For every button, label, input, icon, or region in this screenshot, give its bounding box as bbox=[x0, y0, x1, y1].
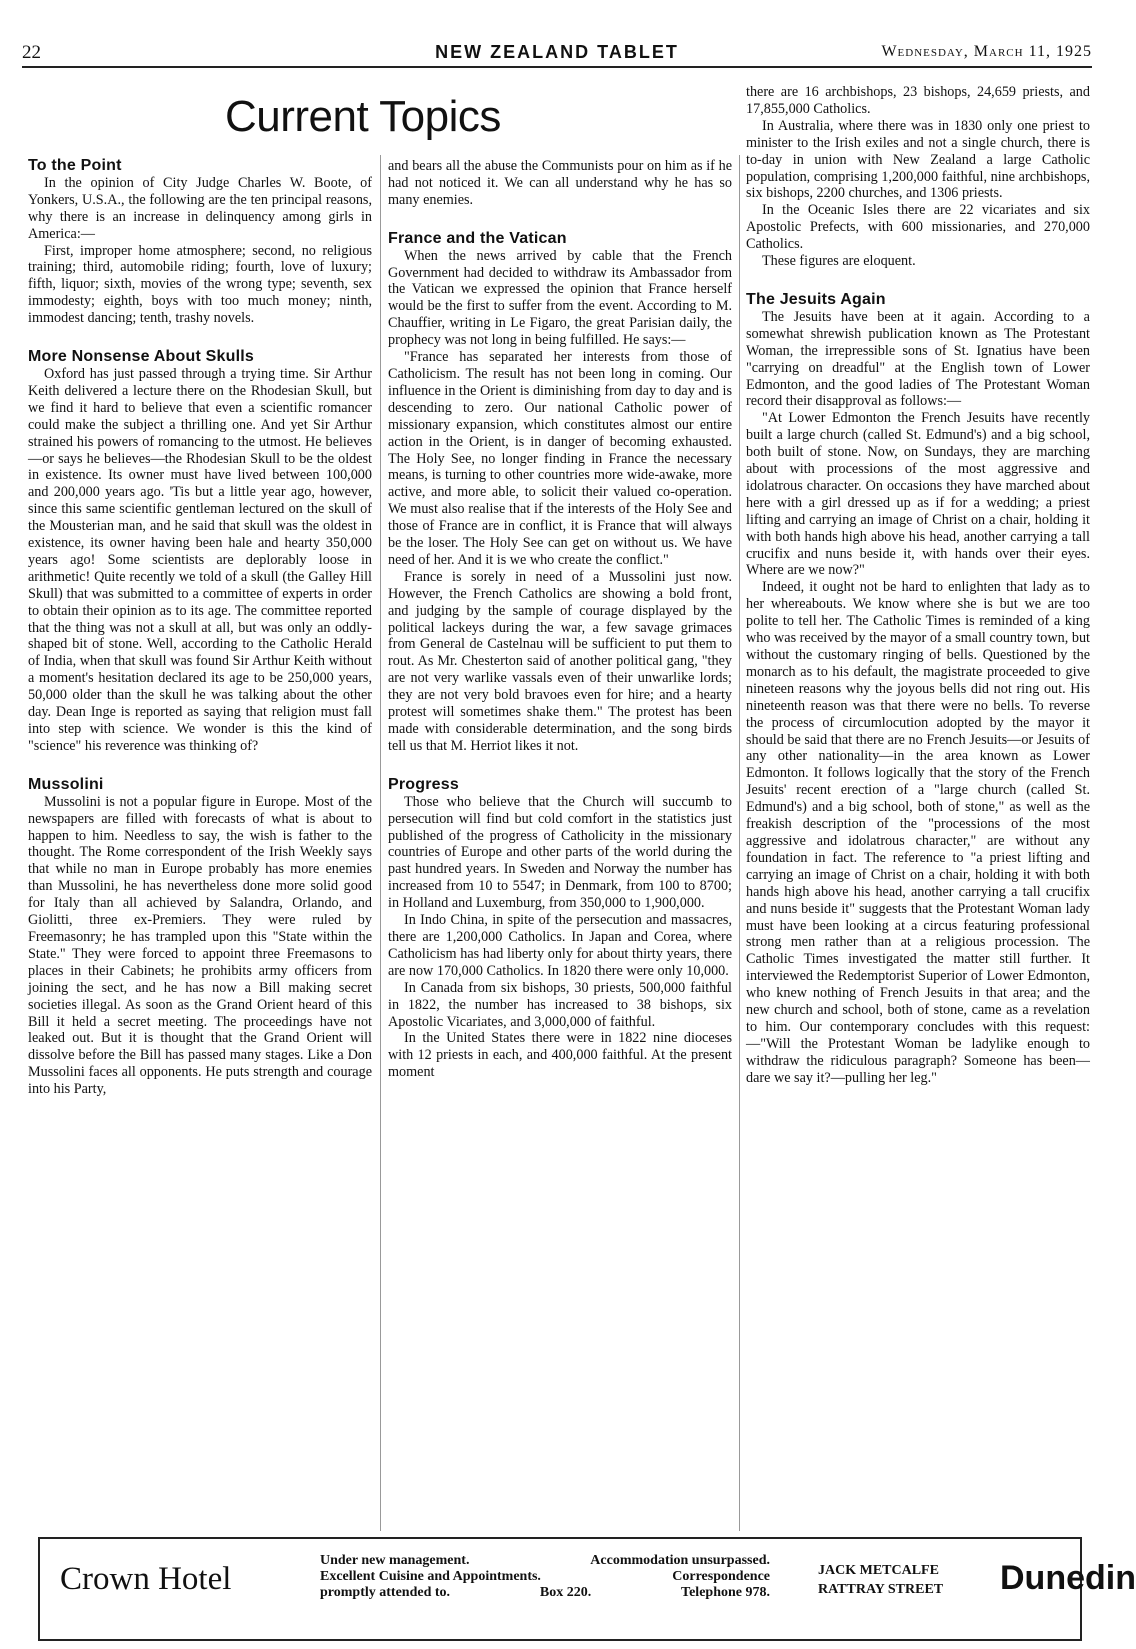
newspaper-title: NEW ZEALAND TABLET bbox=[435, 42, 679, 62]
section-heading: The Jesuits Again bbox=[746, 290, 886, 308]
paragraph: Indeed, it ought not be hard to enlighten that lady as to her whereabouts. We know where she is but we are too polite to tell her. The Catholic Times is reminded of a king who was received by the mayor of a small country town, but without the customary ringing of bells. Questioned by the monarch as to his default, the magistrate proceeded to give nineteen reasons why the joyous bells did not ring out. His nineteenth reason was that there were no bells. To reverse the process of circumlocution adopted by the mayor it should be said that there are no French Jesuits—or Jesuits of any other nationality—in the area known as Lower Edmonton. It follows logically that the story of the French Jesuits' recent erection of a "large church (called St. Edmund's) and a big school, both of stone," as well as the freakish description of the "processions of the most aggressive and idolatrous character," are without any foundation in fact. The reference to "a priest lifting and carrying an image of Christ on a chair, holding it with both hands high above his head, another carrying a tall crucifix and nuns beside it" suggests that the Protestant Woman lady must have been looking at a circus featuring professional strong men rather than at a religious procession. The Catholic Times investigated the matter still further. It interviewed the Redemptorist Superior of Lower Edmonton, who knew nothing of French Jesuits in that area; and the new church and school, both of stone, came as a revelation to him. Our contemporary concludes with this request:—"Will the Protestant Woman be ladylike enough to withdraw the ridiculous paragraph? Someone has been—dare we say it?—pulling her leg." bbox=[746, 579, 1090, 1086]
section-masthead: Current Topics bbox=[225, 92, 501, 141]
column-2 bbox=[388, 158, 732, 1081]
paragraph: In the opinion of City Judge Charles W. Boote, of Yonkers, U.S.A., the following are the ten principal reasons, why there is an increase in delinquency among girls in America:— bbox=[28, 174, 372, 242]
paragraph: The Jesuits have been at it again. According to a somewhat shrewish publication known as The Protestant Woman, the irrepressible sons of St. Ignatius have been "carrying on dreadful" at the English town of Lower Edmonton, and the good ladies of The Protestant Woman record their disapproval as follows:— bbox=[746, 308, 1090, 410]
paragraph: and bears all the abuse the Communists pour on him as if he had not noticed it. We can all understand why he has so many enemies. bbox=[388, 158, 732, 208]
column-3 bbox=[746, 84, 1090, 1087]
ad-hotel-name: Crown Hotel bbox=[60, 1561, 232, 1597]
section-heading: To the Point bbox=[28, 157, 122, 174]
section-heading: France and the Vatican bbox=[388, 229, 567, 247]
section-heading: Progress bbox=[388, 775, 459, 793]
paragraph: In the Oceanic Isles there are 22 vicariates and six Apostolic Prefects, with 600 missionaries, and 270,000 Catholics. bbox=[746, 202, 1090, 253]
paragraph: First, improper home atmosphere; second, no religious training; third, automobile riding; fourth, love of luxury; fifth, liquor; sixth, movies of the wrong type; seventh, sex immodesty; eighth, boys with too much money; ninth, immodest dancing; tenth, trashy novels. bbox=[28, 242, 372, 327]
column-divider bbox=[739, 155, 740, 1531]
paragraph: In Indo China, in spite of the persecution and massacres, there are 1,200,000 Catholics. In Japan and Corea, where Catholicism has had liberty only for about thirty years, there are now 170,000 Catholics. In 1820 there were only 10,000. bbox=[388, 912, 732, 979]
ad-line: Correspondence bbox=[672, 1569, 770, 1584]
ad-line: Telephone 978. bbox=[681, 1585, 770, 1600]
paragraph: Oxford has just passed through a trying time. Sir Arthur Keith delivered a lecture there on the Rhodesian Skull, but we find it hard to believe that even a scientific romancer could make the subject a thrilling one. And yet Sir Arthur strained his powers of romancing to the utmost. He believes—or says he believes—the Rhodesian Skull to be the oldest in existence. Its owner must have lived between 100,000 and 200,000 years ago. 'Tis but a little year ago, however, since this same scientific gentleman lectured on the skull of the Mousterian man, and he said that skull was the oldest in existence, its owner having been hale and hearty 350,000 years ago! Some scientists are deplorably loose in arithmetic! Quite recently we told of a skull (the Galley Hill Skull) that was submitted to a committee of experts in order to obtain their opinion as to its age. The committee reported that the thing was not a skull at all, but was only an oddly-shaped bit of stone. Well, according to the Catholic Herald of India, when that skull was found Sir Arthur Keith without a moment's hesitation declared its age to be 250,000 years, 50,000 older than the skull he was talking about the other day. Dean Inge is reported as saying that religion must fall into step with science. We wonder is this the kind of "science" his reverence was thinking of? bbox=[28, 365, 372, 754]
ad-line: promptly attended to. bbox=[320, 1585, 451, 1600]
ad-line: Excellent Cuisine and Appointments. bbox=[320, 1569, 541, 1584]
ad-proprietor: JACK METCALFE bbox=[818, 1563, 939, 1578]
column-divider bbox=[380, 155, 381, 1531]
column-1 bbox=[28, 158, 372, 1098]
paragraph: In Canada from six bishops, 30 priests, 500,000 faithful in 1822, the number has increased to 38 bishops, six Apostolic Vicariates, and 3,000,000 of faithful. bbox=[388, 979, 732, 1030]
paragraph: Mussolini is not a popular figure in Europe. Most of the newspapers are filled with forecasts of what is about to happen to him. Needless to say, the wish is father to the thought. The Rome correspondent of the Irish Weekly says that while no man in Europe probably has more enemies than Mussolini, he has nevertheless done more solid good for Italy than all achieved by Salandra, Orlando, and Giolitti, three ex-Premiers. They were ruled by Freemasonry; he has trampled upon this "State within the State." They were forced to appoint three Freemasons to places in their Cabinets; he prohibits army officers from joining the sect, and he has now a Bill making secret societies illegal. As soon as the Grand Orient heard of this Bill it held a secret meeting. The proceedings have not leaked out. But it is thought that the Grand Orient will dissolve before the Bill has passed many stages. Like a Don Mussolini faces all opponents. He puts strength and courage into his Party, bbox=[28, 793, 372, 1098]
paragraph: In the United States there were in 1822 nine dioceses with 12 priests in each, and 400,000 faithful. At the present moment bbox=[388, 1030, 732, 1081]
ad-city: Dunedin bbox=[1000, 1559, 1136, 1597]
page-number: 22 bbox=[22, 42, 41, 63]
paragraph: there are 16 archbishops, 23 bishops, 24,659 priests, and 17,855,000 Catholics. bbox=[746, 84, 1090, 117]
header-rule bbox=[22, 66, 1092, 68]
paragraph: When the news arrived by cable that the French Government had decided to withdraw its Ambassador from the Vatican we expressed the opinion that France herself would be the first to suffer from the event. According to M. Chauffier, writing in Le Figaro, the great Parisian daily, the prophecy was not long in being fulfilled. He says:— bbox=[388, 247, 732, 349]
section-heading: More Nonsense About Skulls bbox=[28, 348, 254, 366]
paragraph: "At Lower Edmonton the French Jesuits have recently built a large church (called St. Edmund's) and a big school, both built of stone. Now, on Sundays, they are marching about with processions of the most aggressive and idolatrous character. On occasions they have marched about here with a girl dressed up as if for a wedding; a priest lifting and carrying an image of Christ on a chair, holding it with both hands high above his head, another carrying a tall crucifix and nuns beside it, with hands over their eyes. Where are we now?" bbox=[746, 410, 1090, 579]
paragraph: "France has separated her interests from those of Catholicism. The result has not been long in coming. Our influence in the Orient is diminishing from day to day and is descending to zero. Our national Catholic power of missionary expansion, which constitutes almost our entire action in the Orient, is in danger of becoming exhausted. The Holy See, no longer finding in France the necessary means, is turning to other countries more wide-awake, more active, and more able, to solicit their valued co-operation. We must also realise that if the interests of the Holy See and those of France are in conflict, it is France that will always be the loser. The Holy See can get on without us. We have need of her. And it is we who create the conflict." bbox=[388, 349, 732, 568]
paragraph: Those who believe that the Church will succumb to persecution will find but cold comfort in the statistics just published of the progress of Catholicity in the missionary countries of Europe and other parts of the world during the past hundred years. In Sweden and Norway the number has increased from 10 to 5547; in Denmark, from 100 to 8700; in Holland and Luxemburg, from 350,000 to 1,900,000. bbox=[388, 793, 732, 912]
paragraph: These figures are eloquent. bbox=[762, 253, 916, 270]
ad-line: Under new management. bbox=[320, 1553, 470, 1568]
ad-contact bbox=[818, 1561, 943, 1599]
issue-date: Wednesday, March 11, 1925 bbox=[881, 43, 1092, 60]
ad-details bbox=[320, 1553, 770, 1601]
paragraph: In Australia, where there was in 1830 only one priest to minister to the Irish exiles and not a single church, there is to-day in union with New Zealand a large Catholic population, comprising 1,200,000 faithful, nine archbishops, six bishops, 2200 churches, and 1306 priests. bbox=[746, 117, 1090, 202]
ad-street: RATTRAY STREET bbox=[818, 1582, 944, 1597]
paragraph: France is sorely in need of a Mussolini just now. However, the French Catholics are showing a bold front, and judging by the sample of courage displayed by the political lackeys during the war, a few savage grimaces from General de Castelnau will be sufficient to put them to rout. As Mr. Chesterton said of another political gang, "they are not very warlike vassals even of their unwarlike lords; they are not very bold bravoes even for hire; and a hearty protest will sometimes shake them." The protest has been made with considerable determination, and the song birds tell us that M. Herriot likes it not. bbox=[388, 568, 732, 754]
hotel-advertisement bbox=[38, 1537, 1136, 1641]
ad-line: Accommodation unsurpassed. bbox=[590, 1553, 770, 1568]
section-heading: Mussolini bbox=[28, 775, 104, 793]
ad-line: Box 220. bbox=[539, 1585, 592, 1600]
